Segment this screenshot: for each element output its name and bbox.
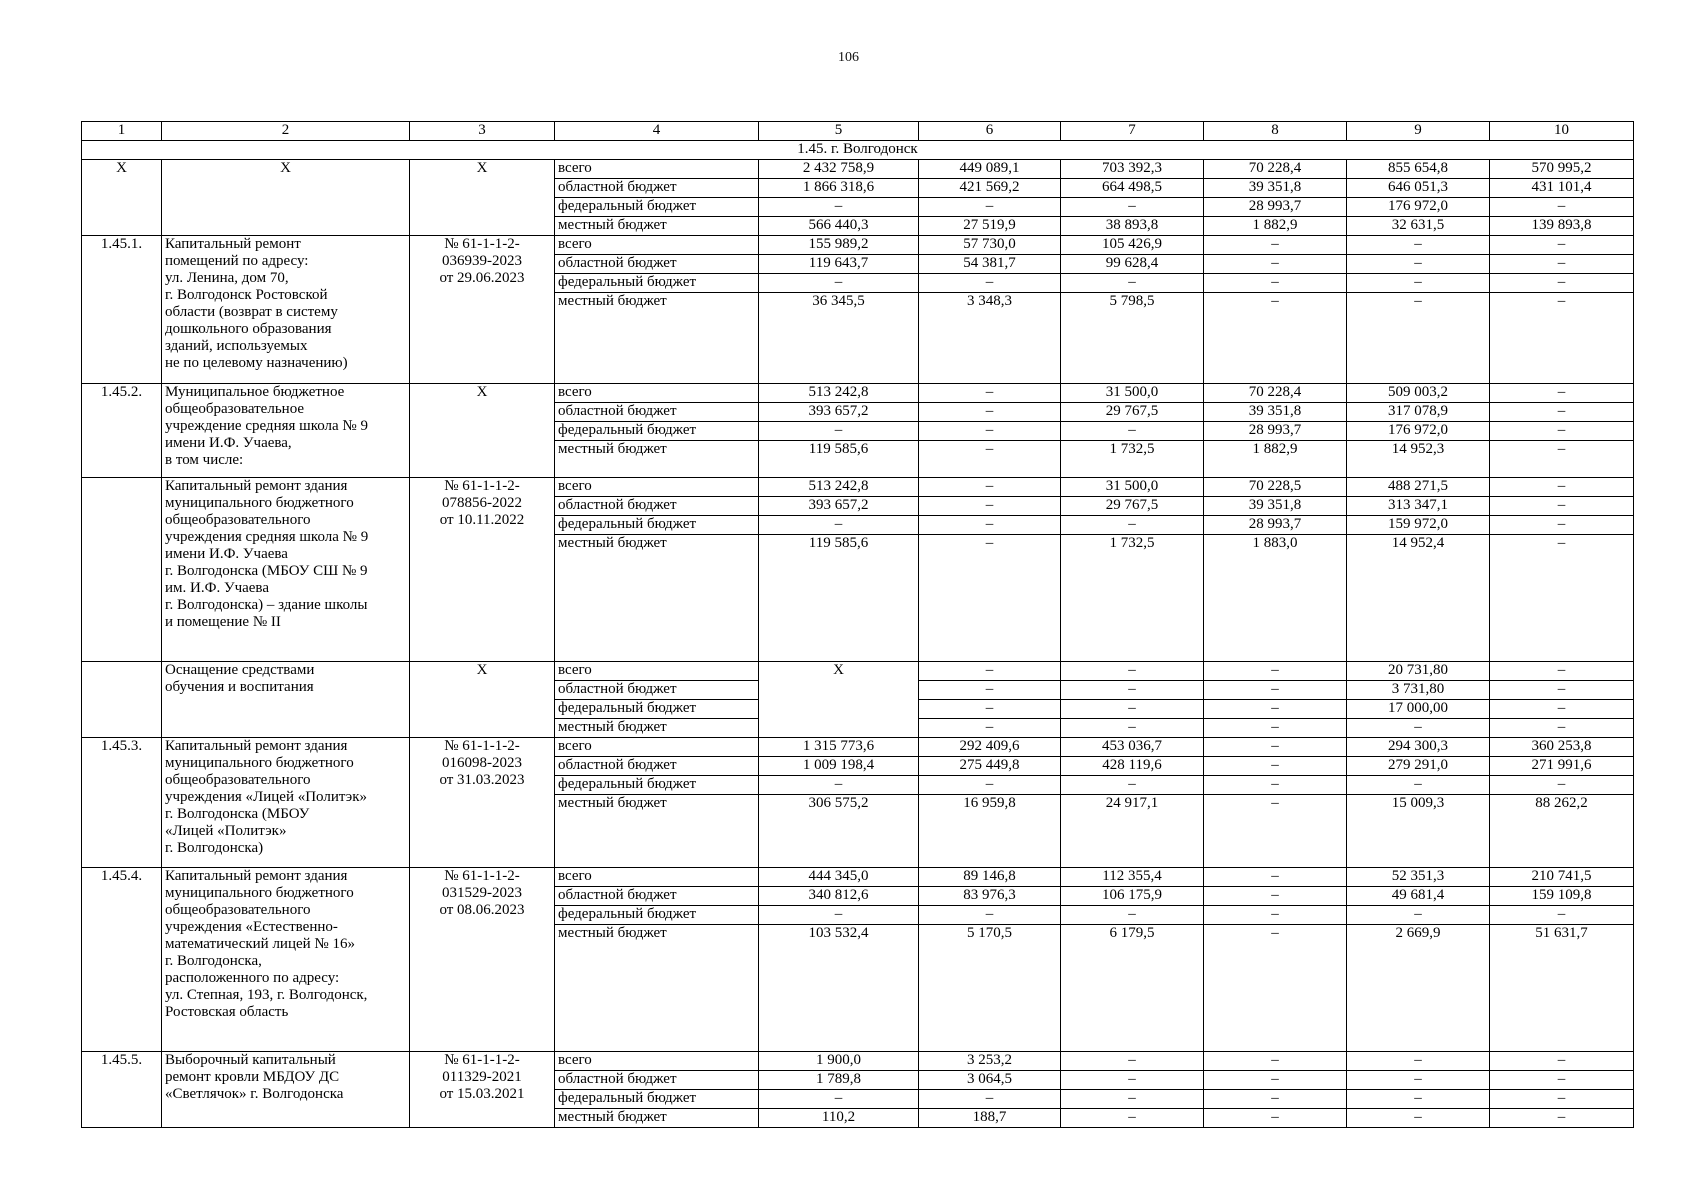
column-header: 5 (759, 122, 919, 141)
value-cell: 119 585,6 (759, 441, 919, 478)
item-number: 1.45.4. (82, 868, 162, 1052)
value-cell: – (1490, 681, 1634, 700)
value-cell: 566 440,3 (759, 217, 919, 236)
value-cell: – (919, 906, 1061, 925)
value-cell: 70 228,5 (1204, 478, 1347, 497)
value-cell: – (919, 776, 1061, 795)
value-cell: – (1204, 293, 1347, 384)
value-cell: 2 669,9 (1347, 925, 1490, 1052)
value-cell: – (1490, 236, 1634, 255)
funding-source: местный бюджет (555, 795, 759, 868)
column-header: 6 (919, 122, 1061, 141)
item-name: Х (162, 160, 410, 236)
value-cell: – (1490, 906, 1634, 925)
value-cell: 51 631,7 (1490, 925, 1634, 1052)
value-cell: 313 347,1 (1347, 497, 1490, 516)
value-cell: 1 315 773,6 (759, 738, 919, 757)
value-cell: 306 575,2 (759, 795, 919, 868)
value-cell: 646 051,3 (1347, 179, 1490, 198)
value-cell: – (919, 662, 1061, 681)
value-cell: 513 242,8 (759, 384, 919, 403)
funding-source: областной бюджет (555, 497, 759, 516)
value-cell: 393 657,2 (759, 403, 919, 422)
value-cell: – (1347, 1109, 1490, 1128)
item-name: Капитальный ремонт помещений по адресу: ул. Ленина, дом 70, г. Волгодонск Ростовской области (возврат в систему дошкольного образования зданий, используемых не по целевому назначению) (162, 236, 410, 384)
value-cell: 70 228,4 (1204, 384, 1347, 403)
document-reference: Х (410, 160, 555, 236)
value-cell: 155 989,2 (759, 236, 919, 255)
value-cell: 513 242,8 (759, 478, 919, 497)
funding-source: федеральный бюджет (555, 776, 759, 795)
value-cell: 360 253,8 (1490, 738, 1634, 757)
value-cell: 28 993,7 (1204, 516, 1347, 535)
value-cell: – (759, 906, 919, 925)
table-row (82, 236, 1634, 255)
value-cell: – (1061, 274, 1204, 293)
item-name: Капитальный ремонт здания муниципального бюджетного общеобразовательного учреждения «Естественно- математический лицей № 16» г. Волгодонска, расположенного по адресу: ул. Степная, 193, г. Волгодонск, Ростовская область (162, 868, 410, 1052)
value-cell: – (1347, 719, 1490, 738)
item-name: Оснащение средствами обучения и воспитания (162, 662, 410, 738)
value-cell: 39 351,8 (1204, 179, 1347, 198)
funding-source: всего (555, 236, 759, 255)
value-cell: – (1204, 700, 1347, 719)
funding-source: областной бюджет (555, 757, 759, 776)
column-header: 3 (410, 122, 555, 141)
value-cell: 119 643,7 (759, 255, 919, 274)
value-cell: – (1347, 906, 1490, 925)
value-cell: – (1490, 384, 1634, 403)
value-cell: – (1204, 906, 1347, 925)
item-number: 1.45.3. (82, 738, 162, 868)
value-cell: 1 789,8 (759, 1071, 919, 1090)
value-cell: 139 893,8 (1490, 217, 1634, 236)
value-cell: – (1061, 681, 1204, 700)
funding-source: местный бюджет (555, 925, 759, 1052)
value-cell: – (1490, 274, 1634, 293)
value-cell: 210 741,5 (1490, 868, 1634, 887)
value-cell: – (1061, 700, 1204, 719)
value-cell: 110,2 (759, 1109, 919, 1128)
item-name: Выборочный капитальный ремонт кровли МБДОУ ДС «Светлячок» г. Волгодонска (162, 1052, 410, 1128)
value-cell: 112 355,4 (1061, 868, 1204, 887)
item-number: 1.45.1. (82, 236, 162, 384)
value-cell: 449 089,1 (919, 160, 1061, 179)
funding-source: федеральный бюджет (555, 700, 759, 719)
value-cell: – (1490, 1052, 1634, 1071)
value-cell: 1 009 198,4 (759, 757, 919, 776)
value-cell: 570 995,2 (1490, 160, 1634, 179)
funding-source: федеральный бюджет (555, 906, 759, 925)
value-cell: 1 883,0 (1204, 535, 1347, 662)
value-cell: 31 500,0 (1061, 384, 1204, 403)
funding-source: всего (555, 160, 759, 179)
value-cell: – (759, 1090, 919, 1109)
value-cell: – (1061, 1052, 1204, 1071)
column-header: 8 (1204, 122, 1347, 141)
value-cell: – (1061, 198, 1204, 217)
value-cell: – (919, 497, 1061, 516)
item-name: Капитальный ремонт здания муниципального бюджетного общеобразовательного учреждения средняя школа № 9 имени И.Ф. Учаева г. Волгодонска (МБОУ СШ № 9 им. И.Ф. Учаева г. Волгодонска) – здание школы и помещение № II (162, 478, 410, 662)
funding-source: федеральный бюджет (555, 274, 759, 293)
value-cell: 3 253,2 (919, 1052, 1061, 1071)
value-cell: 14 952,4 (1347, 535, 1490, 662)
value-cell: – (1347, 274, 1490, 293)
value-cell: 393 657,2 (759, 497, 919, 516)
value-cell: – (919, 274, 1061, 293)
document-reference: № 61-1-1-2- 016098-2023 от 31.03.2023 (410, 738, 555, 868)
value-cell: – (1204, 1090, 1347, 1109)
value-cell: – (1490, 293, 1634, 384)
funding-source: областной бюджет (555, 179, 759, 198)
value-cell: 29 767,5 (1061, 497, 1204, 516)
value-cell: 52 351,3 (1347, 868, 1490, 887)
value-cell: – (1204, 1071, 1347, 1090)
value-cell: – (1490, 403, 1634, 422)
value-cell: 5 798,5 (1061, 293, 1204, 384)
value-cell: 36 345,5 (759, 293, 919, 384)
budget-table (81, 121, 1634, 1128)
funding-source: всего (555, 868, 759, 887)
value-cell: – (1204, 662, 1347, 681)
value-cell: 105 426,9 (1061, 236, 1204, 255)
value-cell: – (1347, 1071, 1490, 1090)
table-row (82, 160, 1634, 179)
value-cell: – (1490, 255, 1634, 274)
value-cell: – (919, 516, 1061, 535)
value-cell: 294 300,3 (1347, 738, 1490, 757)
value-cell: – (919, 441, 1061, 478)
document-reference: Х (410, 384, 555, 478)
funding-source: областной бюджет (555, 1071, 759, 1090)
value-cell: – (1490, 198, 1634, 217)
value-cell: 159 109,8 (1490, 887, 1634, 906)
value-cell: – (919, 700, 1061, 719)
value-cell: – (1490, 700, 1634, 719)
value-cell: – (919, 535, 1061, 662)
value-cell: – (759, 274, 919, 293)
column-header: 1 (82, 122, 162, 141)
value-cell: 54 381,7 (919, 255, 1061, 274)
document-reference: № 61-1-1-2- 011329-2021 от 15.03.2021 (410, 1052, 555, 1128)
value-cell: 49 681,4 (1347, 887, 1490, 906)
value-cell: – (1347, 1090, 1490, 1109)
value-cell: 103 532,4 (759, 925, 919, 1052)
funding-source: всего (555, 1052, 759, 1071)
column-header: 9 (1347, 122, 1490, 141)
item-number: 1.45.5. (82, 1052, 162, 1128)
value-cell: 106 175,9 (1061, 887, 1204, 906)
item-name: Капитальный ремонт здания муниципального бюджетного общеобразовательного учреждения «Лицей «Политэк» г. Волгодонска (МБОУ «Лицей «Политэк» г. Волгодонска) (162, 738, 410, 868)
value-cell: 428 119,6 (1061, 757, 1204, 776)
value-cell: – (1490, 662, 1634, 681)
value-cell: 176 972,0 (1347, 198, 1490, 217)
value-cell: 39 351,8 (1204, 403, 1347, 422)
value-cell: – (919, 384, 1061, 403)
value-cell: – (1490, 535, 1634, 662)
value-cell: – (1061, 719, 1204, 738)
table-row (82, 384, 1634, 403)
value-cell: – (919, 681, 1061, 700)
value-cell: 27 519,9 (919, 217, 1061, 236)
value-cell: 3 348,3 (919, 293, 1061, 384)
funding-source: областной бюджет (555, 887, 759, 906)
value-cell: 28 993,7 (1204, 422, 1347, 441)
funding-source: областной бюджет (555, 403, 759, 422)
table-row (82, 478, 1634, 497)
value-cell: – (759, 198, 919, 217)
value-cell: – (1204, 887, 1347, 906)
value-cell: 275 449,8 (919, 757, 1061, 776)
value-cell: – (1061, 776, 1204, 795)
value-cell: – (1204, 776, 1347, 795)
value-cell: – (919, 198, 1061, 217)
value-cell: 70 228,4 (1204, 160, 1347, 179)
value-cell: – (1204, 925, 1347, 1052)
value-cell: – (759, 422, 919, 441)
funding-source: местный бюджет (555, 1109, 759, 1128)
funding-source: местный бюджет (555, 293, 759, 384)
value-cell: – (1204, 719, 1347, 738)
value-cell: – (1204, 255, 1347, 274)
value-cell: – (1204, 1109, 1347, 1128)
value-cell: 1 882,9 (1204, 441, 1347, 478)
value-cell: 421 569,2 (919, 179, 1061, 198)
value-cell: – (1347, 236, 1490, 255)
document-reference: № 61-1-1-2- 031529-2023 от 08.06.2023 (410, 868, 555, 1052)
value-cell: 57 730,0 (919, 236, 1061, 255)
value-cell: 39 351,8 (1204, 497, 1347, 516)
header-row (82, 122, 1634, 141)
value-cell: 2 432 758,9 (759, 160, 919, 179)
value-cell: – (1204, 757, 1347, 776)
value-cell: 5 170,5 (919, 925, 1061, 1052)
value-cell: 292 409,6 (919, 738, 1061, 757)
column-header: 7 (1061, 122, 1204, 141)
value-cell: 3 064,5 (919, 1071, 1061, 1090)
value-cell: 1 732,5 (1061, 441, 1204, 478)
value-cell: 444 345,0 (759, 868, 919, 887)
value-cell: – (759, 776, 919, 795)
value-cell: – (919, 478, 1061, 497)
value-cell: – (1061, 662, 1204, 681)
value-cell: – (919, 403, 1061, 422)
section-title-row (82, 141, 1634, 160)
item-number: Х (82, 160, 162, 236)
item-number: 1.45.2. (82, 384, 162, 478)
value-cell: – (1204, 236, 1347, 255)
value-cell: 1 882,9 (1204, 217, 1347, 236)
value-cell: 1 900,0 (759, 1052, 919, 1071)
value-cell: 6 179,5 (1061, 925, 1204, 1052)
page-number: 106 (838, 50, 859, 65)
funding-source: областной бюджет (555, 255, 759, 274)
value-cell: 188,7 (919, 1109, 1061, 1128)
value-cell: 28 993,7 (1204, 198, 1347, 217)
value-cell: – (919, 422, 1061, 441)
value-cell: 1 732,5 (1061, 535, 1204, 662)
value-cell: – (919, 719, 1061, 738)
column-header: 4 (555, 122, 759, 141)
value-cell: – (1490, 516, 1634, 535)
value-cell: 509 003,2 (1347, 384, 1490, 403)
value-cell: – (1490, 497, 1634, 516)
value-cell: – (1490, 1090, 1634, 1109)
value-cell: 279 291,0 (1347, 757, 1490, 776)
document-reference: № 61-1-1-2- 078856-2022 от 10.11.2022 (410, 478, 555, 662)
value-cell: 16 959,8 (919, 795, 1061, 868)
table-row (82, 662, 1634, 681)
value-cell: 20 731,80 (1347, 662, 1490, 681)
table-row (82, 1052, 1634, 1071)
value-cell: – (1490, 1109, 1634, 1128)
value-cell: – (1204, 274, 1347, 293)
item-name: Муниципальное бюджетное общеобразовательное учреждение средняя школа № 9 имени И.Ф. Учаева, в том числе: (162, 384, 410, 478)
value-cell: – (1204, 868, 1347, 887)
value-cell: 29 767,5 (1061, 403, 1204, 422)
value-cell: 32 631,5 (1347, 217, 1490, 236)
value-cell: – (1061, 1109, 1204, 1128)
funding-source: федеральный бюджет (555, 422, 759, 441)
value-cell: Х (759, 662, 919, 738)
document-reference: Х (410, 662, 555, 738)
funding-source: всего (555, 662, 759, 681)
value-cell: – (1204, 795, 1347, 868)
funding-source: федеральный бюджет (555, 1090, 759, 1109)
value-cell: – (1490, 1071, 1634, 1090)
value-cell: – (1490, 478, 1634, 497)
funding-source: местный бюджет (555, 217, 759, 236)
value-cell: 24 917,1 (1061, 795, 1204, 868)
funding-source: федеральный бюджет (555, 516, 759, 535)
value-cell: 317 078,9 (1347, 403, 1490, 422)
value-cell: – (1204, 681, 1347, 700)
funding-source: всего (555, 384, 759, 403)
value-cell: – (1490, 776, 1634, 795)
value-cell: 176 972,0 (1347, 422, 1490, 441)
value-cell: 488 271,5 (1347, 478, 1490, 497)
item-number (82, 478, 162, 662)
section-title: 1.45. г. Волгодонск (82, 141, 1634, 160)
value-cell: 89 146,8 (919, 868, 1061, 887)
value-cell: 38 893,8 (1061, 217, 1204, 236)
funding-source: всего (555, 738, 759, 757)
value-cell: – (1490, 441, 1634, 478)
table-row (82, 868, 1634, 887)
column-header: 2 (162, 122, 410, 141)
value-cell: 83 976,3 (919, 887, 1061, 906)
column-header: 10 (1490, 122, 1634, 141)
value-cell: – (1490, 719, 1634, 738)
value-cell: – (1061, 516, 1204, 535)
value-cell: 1 866 318,6 (759, 179, 919, 198)
funding-source: местный бюджет (555, 535, 759, 662)
value-cell: 31 500,0 (1061, 478, 1204, 497)
value-cell: 855 654,8 (1347, 160, 1490, 179)
value-cell: – (1347, 1052, 1490, 1071)
value-cell: – (1490, 422, 1634, 441)
value-cell: 159 972,0 (1347, 516, 1490, 535)
value-cell: 99 628,4 (1061, 255, 1204, 274)
value-cell: – (1347, 293, 1490, 384)
value-cell: 3 731,80 (1347, 681, 1490, 700)
funding-source: федеральный бюджет (555, 198, 759, 217)
value-cell: – (1061, 906, 1204, 925)
document-reference: № 61-1-1-2- 036939-2023 от 29.06.2023 (410, 236, 555, 384)
value-cell: 431 101,4 (1490, 179, 1634, 198)
table-row (82, 738, 1634, 757)
value-cell: 453 036,7 (1061, 738, 1204, 757)
value-cell: – (1347, 776, 1490, 795)
funding-source: всего (555, 478, 759, 497)
funding-source: областной бюджет (555, 681, 759, 700)
value-cell: 664 498,5 (1061, 179, 1204, 198)
funding-source: местный бюджет (555, 719, 759, 738)
item-number (82, 662, 162, 738)
value-cell: 88 262,2 (1490, 795, 1634, 868)
value-cell: 14 952,3 (1347, 441, 1490, 478)
value-cell: – (1347, 255, 1490, 274)
value-cell: 340 812,6 (759, 887, 919, 906)
value-cell: – (1204, 738, 1347, 757)
value-cell: – (1061, 422, 1204, 441)
value-cell: 119 585,6 (759, 535, 919, 662)
value-cell: – (1061, 1090, 1204, 1109)
value-cell: – (1204, 1052, 1347, 1071)
value-cell: 703 392,3 (1061, 160, 1204, 179)
value-cell: 15 009,3 (1347, 795, 1490, 868)
value-cell: – (759, 516, 919, 535)
value-cell: 17 000,00 (1347, 700, 1490, 719)
value-cell: 271 991,6 (1490, 757, 1634, 776)
value-cell: – (1061, 1071, 1204, 1090)
funding-source: местный бюджет (555, 441, 759, 478)
value-cell: – (919, 1090, 1061, 1109)
